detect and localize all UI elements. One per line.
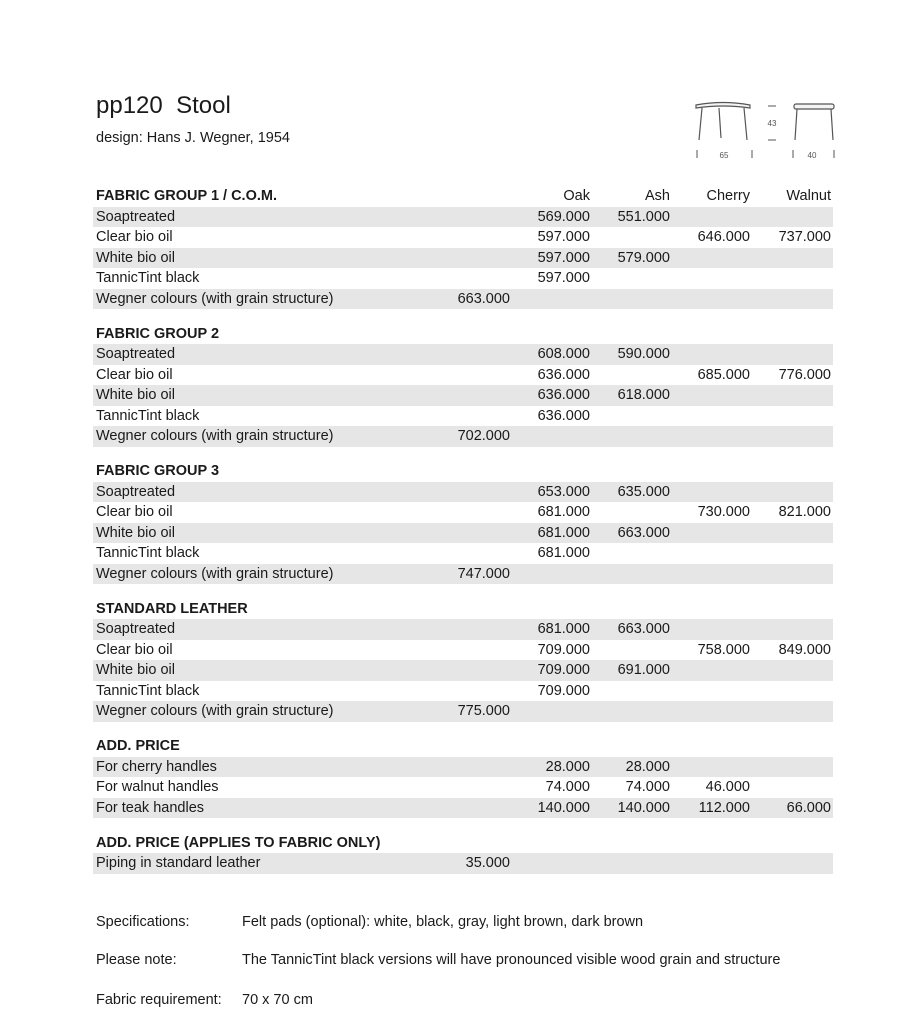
price-cell-walnut: 776.000	[778, 366, 831, 383]
price-cell-ash: 663.000	[617, 524, 670, 541]
row-label: Clear bio oil	[96, 366, 173, 383]
price-table	[93, 186, 833, 874]
price-cell-oak: 709.000	[537, 682, 590, 699]
price-cell-oak: 597.000	[537, 229, 590, 245]
price-cell-base: 747.000	[457, 565, 510, 582]
price-cell-oak: 28.000	[545, 758, 590, 775]
price-cell-walnut: 66.000	[786, 799, 831, 816]
price-cell-oak: 709.000	[537, 662, 590, 678]
group-title: ADD. PRICE (APPLIES TO FABRIC ONLY)	[96, 834, 381, 851]
row-label: Piping in standard leather	[96, 855, 261, 871]
page-title: pp120 Stool	[96, 92, 231, 119]
group-header	[93, 324, 833, 345]
depth-label: 40	[807, 151, 817, 160]
note-label: Please note:	[96, 952, 177, 968]
group-header	[93, 736, 833, 757]
row-label: For walnut handles	[96, 779, 219, 795]
price-cell-oak: 709.000	[537, 641, 590, 658]
price-cell-cherry: 112.000	[698, 799, 750, 816]
table-row	[93, 406, 833, 427]
table-row	[93, 798, 833, 819]
note-value: 70 x 70 cm	[242, 992, 313, 1008]
group-header	[93, 833, 833, 854]
table-row	[93, 640, 833, 661]
table-row	[93, 227, 833, 248]
row-label: TannicTint black	[96, 545, 200, 561]
row-label: For cherry handles	[96, 758, 217, 775]
price-cell-oak: 681.000	[537, 621, 590, 637]
row-label: Wegner colours (with grain structure)	[96, 703, 334, 719]
width-label: 65	[719, 151, 729, 160]
group-title: STANDARD LEATHER	[96, 600, 248, 617]
price-cell-oak: 681.000	[537, 504, 590, 520]
height-label: 43	[767, 119, 777, 128]
table-row	[93, 502, 833, 523]
group-spacer	[93, 818, 833, 833]
table-row	[93, 344, 833, 365]
price-cell-oak: 608.000	[537, 346, 590, 362]
row-label: TannicTint black	[96, 682, 200, 699]
table-row	[93, 248, 833, 269]
price-cell-cherry: 646.000	[697, 229, 750, 245]
group-spacer	[93, 584, 833, 599]
designer-credit: design: Hans J. Wegner, 1954	[96, 130, 290, 146]
row-label: Wegner colours (with grain structure)	[96, 565, 334, 582]
stool-front-view	[696, 103, 750, 141]
row-label: White bio oil	[96, 662, 175, 678]
row-label: Soaptreated	[96, 621, 176, 637]
price-cell-base: 35.000	[465, 855, 510, 871]
row-label: TannicTint black	[96, 270, 200, 286]
price-cell-oak: 636.000	[537, 387, 590, 403]
table-row	[93, 385, 833, 406]
row-label: White bio oil	[96, 387, 175, 403]
price-cell-ash: 691.000	[617, 662, 670, 678]
price-cell-oak: 653.000	[537, 483, 590, 500]
price-cell-oak: 636.000	[537, 407, 590, 424]
note-value: Felt pads (optional): white, black, gray, light brown, dark brown	[242, 914, 644, 930]
price-cell-oak: 597.000	[537, 249, 590, 266]
row-label: White bio oil	[96, 249, 175, 266]
group-title: FABRIC GROUP 1 / C.O.M.	[96, 188, 278, 204]
price-cell-cherry: 46.000	[705, 779, 750, 795]
column-header-ash: Ash	[645, 188, 670, 204]
table-row	[93, 482, 833, 503]
column-header-oak: Oak	[563, 188, 590, 204]
row-label: Wegner colours (with grain structure)	[96, 290, 334, 307]
row-label: Wegner colours (with grain structure)	[96, 428, 334, 444]
row-label: Clear bio oil	[96, 641, 173, 658]
price-cell-ash: 28.000	[625, 758, 670, 775]
price-cell-ash: 579.000	[617, 249, 670, 266]
row-label: Clear bio oil	[96, 504, 173, 520]
price-cell-walnut: 849.000	[778, 641, 831, 658]
stool-side-view	[794, 104, 834, 140]
group-spacer	[93, 722, 833, 737]
table-row	[93, 777, 833, 798]
price-cell-oak: 569.000	[537, 208, 590, 225]
group-title: FABRIC GROUP 3	[96, 463, 220, 479]
price-cell-walnut: 821.000	[778, 504, 831, 520]
price-cell-oak: 636.000	[537, 366, 590, 383]
table-row	[93, 619, 833, 640]
column-header-cherry: Cherry	[706, 188, 750, 204]
price-cell-oak: 140.000	[537, 799, 590, 816]
price-cell-cherry: 685.000	[697, 366, 750, 383]
price-cell-base: 775.000	[457, 703, 510, 719]
price-cell-ash: 140.000	[617, 799, 670, 816]
group-header	[93, 186, 833, 207]
group-spacer	[93, 447, 833, 462]
group-title: ADD. PRICE	[96, 738, 180, 754]
column-header-walnut: Walnut	[786, 188, 831, 204]
note-label: Fabric requirement:	[96, 992, 222, 1008]
group-spacer	[93, 309, 833, 324]
price-cell-ash: 590.000	[617, 346, 670, 362]
price-cell-ash: 618.000	[617, 387, 670, 403]
row-label: Soaptreated	[96, 483, 176, 500]
price-cell-ash: 551.000	[617, 208, 670, 225]
table-row	[93, 564, 833, 585]
table-row	[93, 365, 833, 386]
table-row	[93, 523, 833, 544]
table-row	[93, 207, 833, 228]
price-cell-ash: 663.000	[617, 621, 670, 637]
table-row	[93, 757, 833, 778]
table-row	[93, 426, 833, 447]
group-header	[93, 461, 833, 482]
price-cell-ash: 74.000	[625, 779, 670, 795]
price-cell-oak: 597.000	[537, 270, 590, 286]
row-label: For teak handles	[96, 799, 205, 816]
price-cell-oak: 681.000	[537, 524, 590, 541]
row-label: TannicTint black	[96, 407, 200, 424]
note-value: The TannicTint black versions will have pronounced visible wood grain and structure	[242, 952, 781, 968]
table-row	[93, 701, 833, 722]
row-label: Soaptreated	[96, 208, 176, 225]
note-label: Specifications:	[96, 914, 190, 930]
stool-dimension-diagram	[688, 98, 838, 162]
table-row	[93, 268, 833, 289]
table-row	[93, 853, 833, 874]
price-cell-cherry: 758.000	[697, 641, 750, 658]
group-title: FABRIC GROUP 2	[96, 325, 220, 342]
table-row	[93, 543, 833, 564]
group-header	[93, 599, 833, 620]
price-cell-cherry: 730.000	[697, 504, 750, 520]
price-cell-oak: 681.000	[537, 545, 590, 561]
table-row	[93, 289, 833, 310]
table-row	[93, 660, 833, 681]
price-cell-walnut: 737.000	[778, 229, 831, 245]
row-label: Clear bio oil	[96, 229, 173, 245]
row-label: Soaptreated	[96, 346, 176, 362]
price-cell-ash: 635.000	[617, 483, 670, 500]
price-cell-base: 702.000	[457, 428, 510, 444]
price-cell-oak: 74.000	[545, 779, 590, 795]
row-label: White bio oil	[96, 524, 175, 541]
price-cell-base: 663.000	[457, 290, 510, 307]
table-row	[93, 681, 833, 702]
